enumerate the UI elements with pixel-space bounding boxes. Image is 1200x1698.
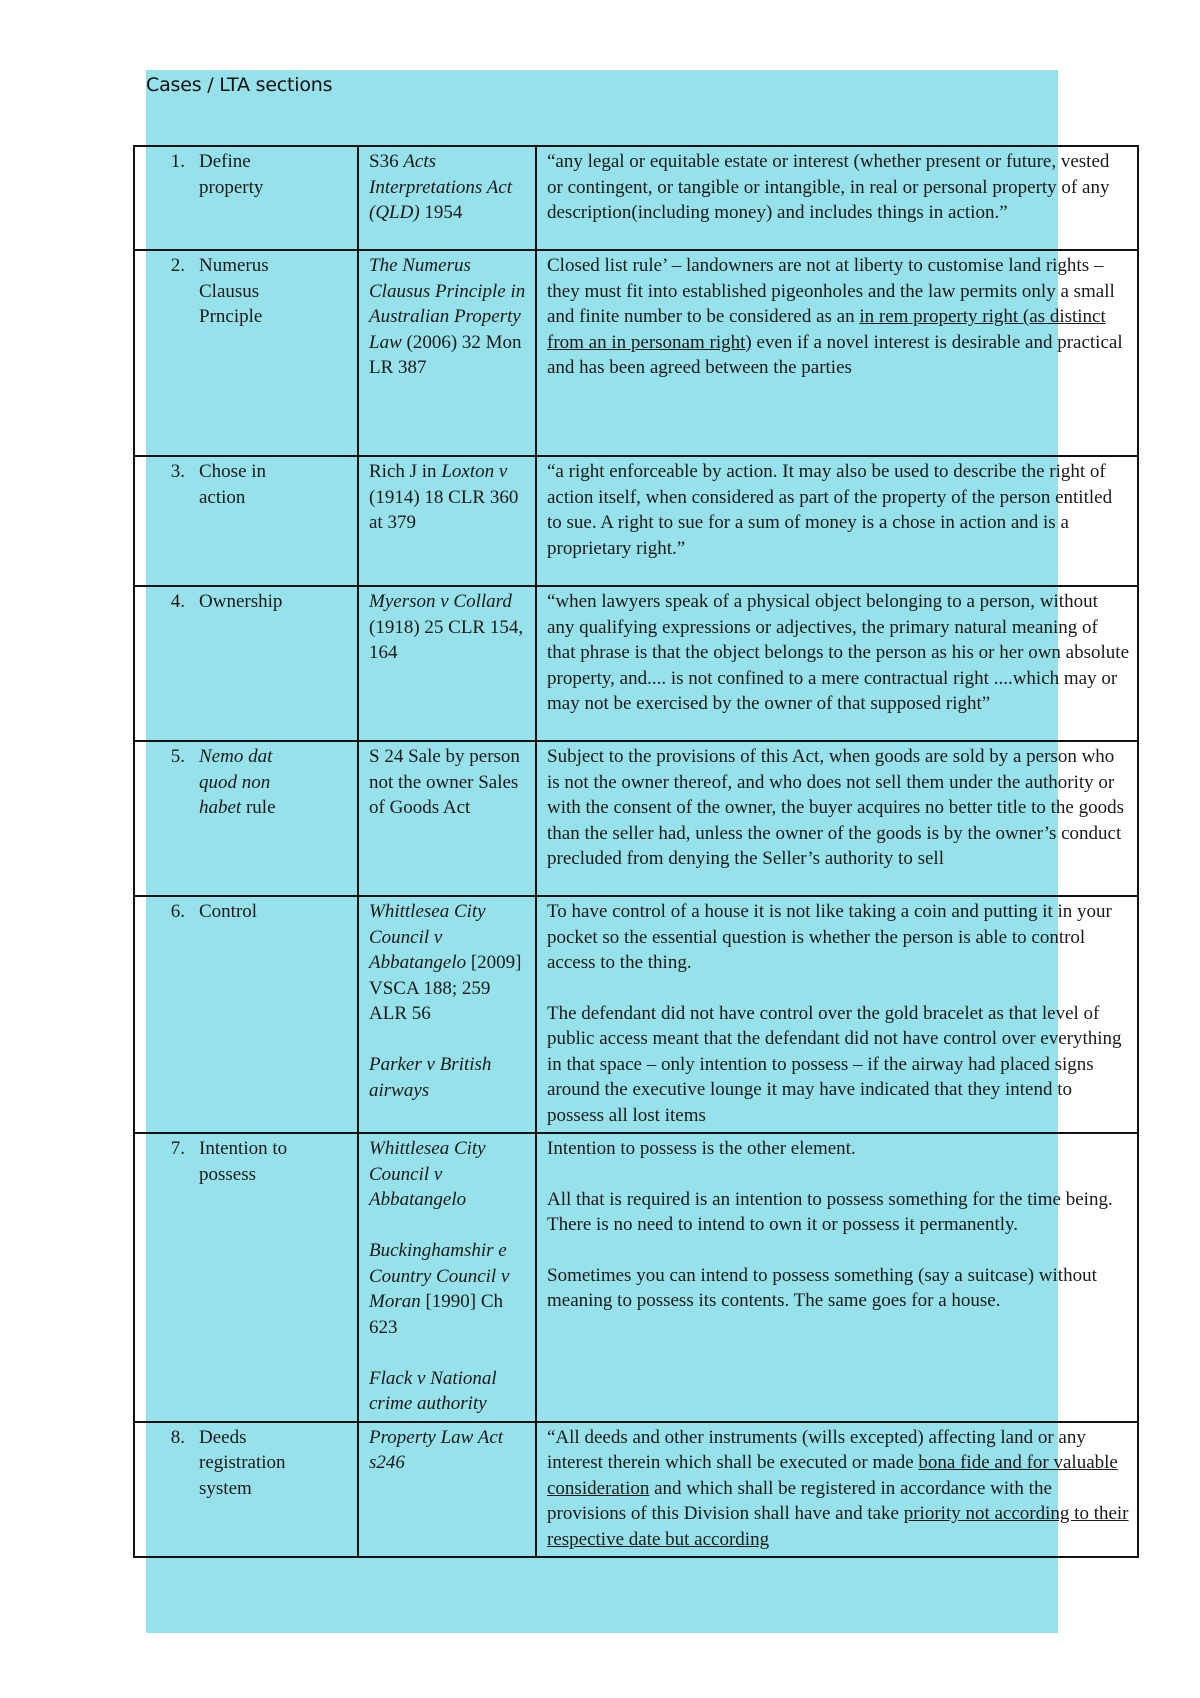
topic-cell bbox=[134, 146, 358, 250]
table-row bbox=[134, 250, 1138, 456]
row-topic: Ownership bbox=[199, 591, 283, 612]
row-number: 6. bbox=[170, 901, 185, 922]
text-cell: “any legal or equitable estate or interest (whether present or future, vested or contingent, or tangible or intangible, in real or personal property of any description(including money) and includes things in action.” bbox=[536, 146, 1138, 250]
source-cell: Property Law Act s246 bbox=[358, 1422, 536, 1558]
source-cell: The Numerus Clausus Principle in Australian Property Law (2006) 32 Mon LR 387 bbox=[358, 250, 536, 456]
row-topic: Chose in action bbox=[199, 461, 267, 508]
topic-cell bbox=[134, 250, 358, 456]
row-number: 1. bbox=[170, 151, 185, 172]
table-row bbox=[134, 456, 1138, 586]
row-topic: Intention to possess bbox=[199, 1138, 288, 1185]
source-cell: Myerson v Collard (1918) 25 CLR 154, 164 bbox=[358, 586, 536, 741]
topic-cell bbox=[134, 1422, 358, 1558]
row-topic: Define property bbox=[199, 151, 264, 198]
table-row bbox=[134, 586, 1138, 741]
text-cell: Intention to possess is the other element. All that is required is an intention to possess something for the time being. There is no need to intend to own it or possess it permanently. Sometimes you can intend to possess something (say a suitcase) without meaning to possess its contents. The same goes for a house. bbox=[536, 1133, 1138, 1422]
row-topic: Deeds registration system bbox=[199, 1426, 286, 1499]
table-row bbox=[134, 741, 1138, 896]
text-cell: Subject to the provisions of this Act, when goods are sold by a person who is not the owner thereof, and who does not sell them under the authority or with the consent of the owner, the buyer acquires no better title to the goods than the seller had, unless the owner of the goods is by the owner’s conduct precluded from denying the Seller’s authority to sell bbox=[536, 741, 1138, 896]
row-topic: Control bbox=[199, 901, 258, 922]
row-number: 5. bbox=[170, 746, 185, 767]
row-topic: Numerus Clausus Prnciple bbox=[199, 255, 269, 327]
row-number: 3. bbox=[170, 461, 185, 482]
row-number: 7. bbox=[170, 1138, 185, 1159]
source-cell: Whittlesea City Council v Abbatangelo Buckinghamshir e Country Council v Moran [1990] Ch 623 Flack v National crime authority bbox=[358, 1133, 536, 1422]
row-topic: Nemo dat quod non habet rule bbox=[199, 746, 276, 818]
topic-cell bbox=[134, 741, 358, 896]
row-number: 2. bbox=[170, 255, 185, 276]
text-cell: “when lawyers speak of a physical object belonging to a person, without any qualifying expressions or adjectives, the primary natural meaning of that phrase is that the object belongs to the person as his or her own absolute property, and.... is not confined to a mere contractual right ....which may or may not be exercised by the owner of that supposed right” bbox=[536, 586, 1138, 741]
source-cell: Rich J in Loxton v (1914) 18 CLR 360 at 379 bbox=[358, 456, 536, 586]
text-cell: “All deeds and other instruments (wills excepted) affecting land or any interest therein which shall be executed or made bona fide and for valuable consideration and which shall be registered in accordance with the provisions of this Division shall have and take priority not according to their respective date but according bbox=[536, 1422, 1138, 1558]
topic-cell bbox=[134, 896, 358, 1133]
row-number: 4. bbox=[170, 591, 185, 612]
table-row bbox=[134, 1133, 1138, 1422]
cases-table bbox=[133, 145, 1139, 1558]
source-cell: S36 Acts Interpretations Act (QLD) 1954 bbox=[358, 146, 536, 250]
source-cell: S 24 Sale by person not the owner Sales of Goods Act bbox=[358, 741, 536, 896]
row-number: 8. bbox=[170, 1426, 185, 1448]
text-cell: To have control of a house it is not like taking a coin and putting it in your pocket so the essential question is whether the person is able to control access to the thing. The defendant did not have control over the gold bracelet as that level of public access meant that the defendant did not have control over everything in that space – only intention to possess – if the airway had placed signs around the executive lounge it may have indicated that they intend to possess all lost items bbox=[536, 896, 1138, 1133]
table-row bbox=[134, 896, 1138, 1133]
table-row bbox=[134, 146, 1138, 250]
page-title: Cases / LTA sections bbox=[146, 74, 333, 96]
topic-cell bbox=[134, 586, 358, 741]
text-cell: Closed list rule’ – landowners are not at liberty to customise land rights – they must fit into established pigeonholes and the law permits only a small and finite number to be considered as an in rem property right (as distinct from an in personam right) even if a novel interest is desirable and practical and has been agreed between the parties bbox=[536, 250, 1138, 456]
topic-cell bbox=[134, 1133, 358, 1422]
source-cell: Whittlesea City Council v Abbatangelo [2009] VSCA 188; 259 ALR 56 Parker v British airways bbox=[358, 896, 536, 1133]
table-row bbox=[134, 1422, 1138, 1558]
topic-cell bbox=[134, 456, 358, 586]
text-cell: “a right enforceable by action. It may also be used to describe the right of action itself, when considered as part of the property of the person entitled to sue. A right to sue for a sum of money is a chose in action and is a proprietary right.” bbox=[536, 456, 1138, 586]
